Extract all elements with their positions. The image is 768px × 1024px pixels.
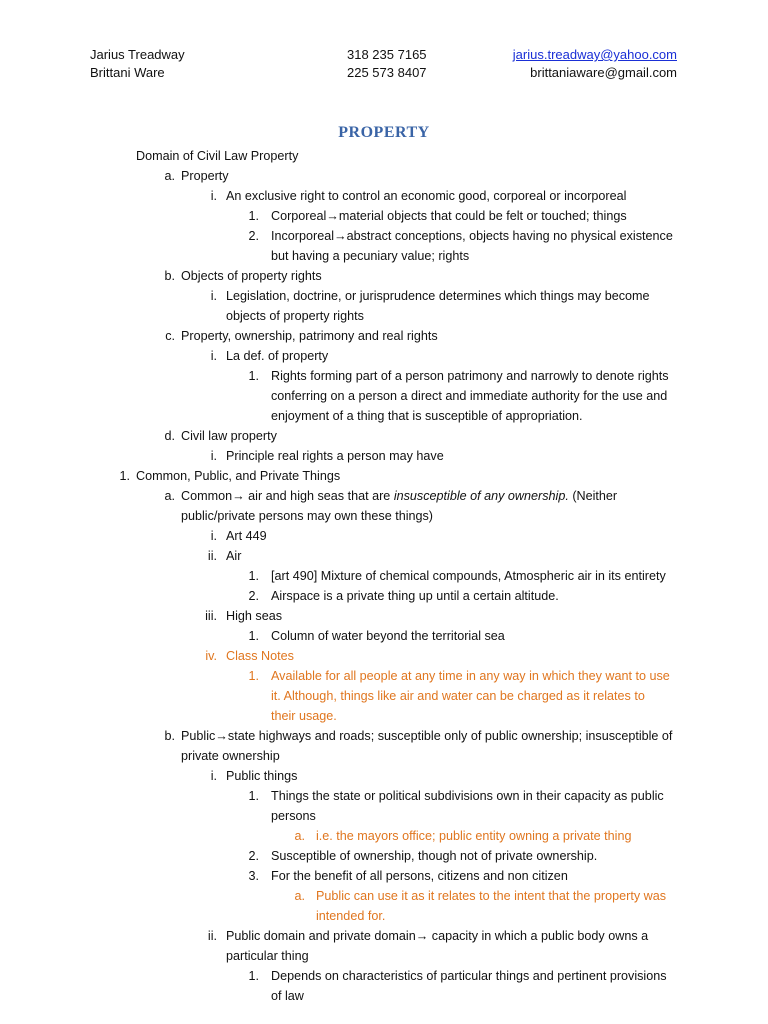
outline-text-main: i.e. the mayors office; public entity owning a private thing (316, 829, 632, 843)
outline-text (226, 926, 648, 946)
outline-text (271, 206, 627, 226)
email-link-1[interactable]: jarius.treadway@yahoo.com (512, 47, 677, 62)
outline-marker: a. (164, 489, 175, 503)
outline-text-main: objects of property rights (226, 309, 364, 323)
outline-text-main: particular thing (226, 949, 309, 963)
outline-marker: 1. (248, 569, 259, 583)
outline-text (271, 566, 666, 586)
outline-text-main: Property, ownership, patrimony and real rights (181, 329, 438, 343)
outline-text (226, 346, 328, 366)
outline-text-main: Public things (226, 769, 298, 783)
outline-text (271, 386, 667, 406)
outline-text (181, 486, 617, 506)
outline-text-main: Susceptible of ownership, though not of private ownership. (271, 849, 598, 863)
outline-text-cont: (Neither (568, 489, 618, 503)
outline-text-main: persons (271, 809, 316, 823)
outline-text (271, 226, 673, 246)
outline-text (316, 906, 385, 926)
outline-text (181, 426, 277, 446)
outline-marker: i. (210, 349, 217, 363)
outline-marker: d. (164, 429, 175, 443)
outline-text-main: Rights forming part of a person patrimony and narrowly to denote rights (271, 369, 669, 383)
outline-marker: a. (294, 889, 305, 903)
outline-marker: 1. (119, 469, 130, 483)
outline-marker: ii. (207, 929, 217, 943)
outline-text-main: their usage. (271, 709, 337, 723)
outline-text-main: Principle real rights a person may have (226, 449, 444, 463)
outline-text-main: For the benefit of all persons, citizens and non citizen (271, 869, 568, 883)
outline-marker: 1. (248, 209, 259, 223)
outline-text-main: Column of water beyond the territorial sea (271, 629, 505, 643)
outline-text (226, 526, 267, 546)
outline-text-main: Legislation, doctrine, or jurisprudence determines which things may become (226, 289, 650, 303)
outline-text-main: Common, Public, and Private Things (136, 469, 341, 483)
outline-marker: a. (294, 829, 305, 843)
outline-text (271, 866, 568, 886)
outline-text-main: Property (181, 169, 229, 183)
outline-text (226, 946, 309, 966)
outline-marker: 1. (248, 969, 259, 983)
document-title: PROPERTY (338, 124, 430, 141)
outline-text-main: public/private persons may own these things) (181, 509, 434, 523)
outline-text-main: intended for. (316, 909, 386, 923)
outline-text (181, 506, 433, 526)
outline-text-main: Incorporeal→abstract conceptions, objects having no physical existence (271, 229, 673, 243)
outline-text-main: Common→ air and high seas that are (181, 489, 394, 503)
outline-text-main: Public can use it as it relates to the intent that the property was (316, 889, 667, 903)
outline-text-main: Corporeal→material objects that could be felt or touched; things (271, 209, 627, 223)
outline-text-italic: insusceptible of any ownership. (393, 489, 569, 503)
outline-marker: iii. (205, 609, 217, 623)
author-email-1[interactable] (513, 45, 677, 65)
outline-text (226, 766, 297, 786)
outline-marker: c. (165, 329, 175, 343)
outline-marker: 1. (248, 669, 259, 683)
outline-text (271, 246, 469, 266)
outline-marker: 1. (248, 789, 259, 803)
outline-text (271, 686, 645, 706)
outline-marker: 1. (248, 629, 259, 643)
outline-marker: i. (210, 189, 217, 203)
outline-marker: i. (210, 529, 217, 543)
outline-text-main: Domain of Civil Law Property (136, 149, 299, 163)
outline-text (271, 406, 583, 426)
outline-text (271, 666, 670, 686)
author-phone-2: 225 573 8407 (347, 65, 427, 80)
outline-marker: 1. (248, 369, 259, 383)
outline-text-main: Available for all people at any time in any way in which they want to use (271, 669, 670, 683)
outline-text-main: High seas (226, 609, 283, 623)
outline-marker: 2. (248, 589, 259, 603)
outline-text (271, 626, 505, 646)
outline-text (226, 446, 444, 466)
outline-text-main: An exclusive right to control an economic good, corporeal or incorporeal (226, 189, 627, 203)
author-email-2: brittaniaware@gmail.com (530, 65, 677, 80)
outline-text (181, 326, 438, 346)
outline-text (271, 806, 316, 826)
outline-text-main: Public domain and private domain→ capacity in which a public body owns a (226, 929, 649, 943)
outline-text (226, 646, 294, 666)
outline-marker: ii. (207, 549, 217, 563)
outline-marker: i. (210, 769, 217, 783)
outline-text (271, 846, 597, 866)
outline-text-main: Things the state or political subdivisions own in their capacity as public (271, 789, 664, 803)
outline-text (226, 286, 650, 306)
outline-text-main: Airspace is a private thing up until a certain altitude. (271, 589, 559, 603)
outline-text (181, 726, 672, 746)
outline-text (181, 266, 322, 286)
outline-text (181, 166, 229, 186)
outline-text (181, 746, 280, 766)
outline-text-main: conferring on a person a direct and immediate authority for the use and (271, 389, 668, 403)
author-name-1: Jarius Treadway (90, 47, 185, 62)
outline-text (226, 606, 282, 626)
outline-text (271, 366, 669, 386)
outline-text-main: Air (226, 549, 242, 563)
outline-text (271, 786, 664, 806)
outline-text-main: but having a pecuniary value; rights (271, 249, 470, 263)
outline-text (226, 546, 241, 566)
outline-text (226, 306, 364, 326)
outline-marker: 2. (248, 229, 259, 243)
outline-text (316, 886, 666, 906)
outline-marker: b. (164, 269, 175, 283)
outline-text-main: Objects of property rights (181, 269, 322, 283)
outline-marker: 3. (248, 869, 259, 883)
outline-text (136, 466, 340, 486)
outline-text-main: it. Although, things like air and water can be charged as it relates to (271, 689, 645, 703)
outline-marker: iv. (205, 649, 217, 663)
outline-text (271, 586, 559, 606)
outline-text-main: enjoyment of a thing that is susceptible of appropriation. (271, 409, 583, 423)
outline-marker: 2. (248, 849, 259, 863)
outline-marker: b. (164, 729, 175, 743)
author-phone-1: 318 235 7165 (347, 47, 427, 62)
outline-text (136, 146, 298, 166)
outline-text (316, 826, 631, 846)
outline-text (271, 966, 667, 986)
outline-text-main: Depends on characteristics of particular things and pertinent provisions (271, 969, 667, 983)
outline-text-main: Public→state highways and roads; susceptible only of public ownership; insusceptible of (181, 729, 673, 743)
outline-text-main: of law (271, 989, 304, 1003)
outline-text-main: Civil law property (181, 429, 277, 443)
outline-text-main: Art 449 (226, 529, 267, 543)
outline-text-main: La def. of property (226, 349, 329, 363)
outline-text-main: [art 490] Mixture of chemical compounds, Atmospheric air in its entirety (271, 569, 666, 583)
outline-text (226, 186, 626, 206)
outline-text-main: private ownership (181, 749, 280, 763)
outline-marker: i. (210, 289, 217, 303)
outline-text (271, 986, 304, 1006)
outline-marker: i. (210, 449, 217, 463)
outline-text (271, 706, 337, 726)
outline-text-main: Class Notes (226, 649, 294, 663)
author-name-2: Brittani Ware (90, 65, 165, 80)
outline-marker: a. (164, 169, 175, 183)
